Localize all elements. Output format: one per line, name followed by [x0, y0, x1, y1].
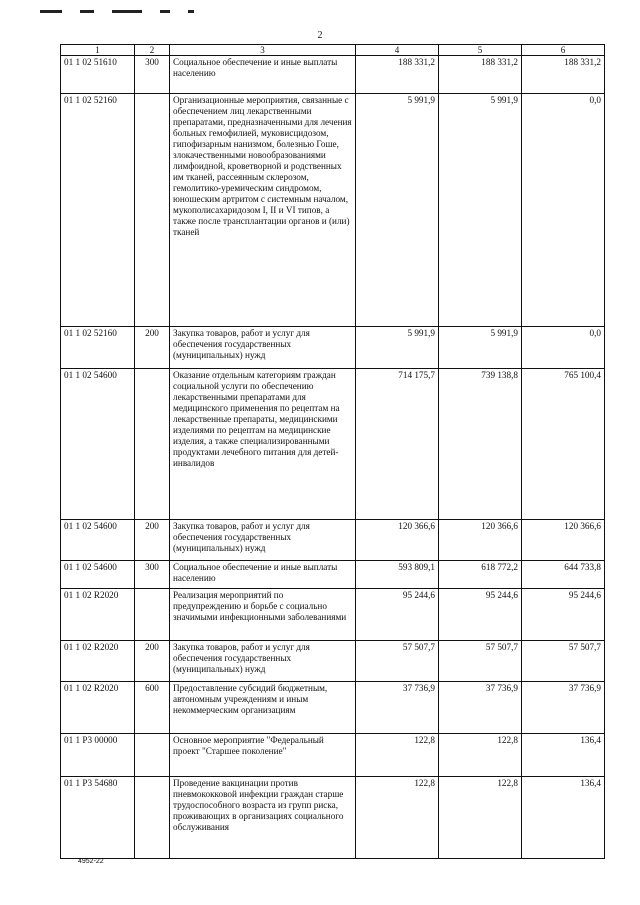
table-row	[61, 777, 605, 859]
row-name: Проведение вакцинации против пневмококковой инфекции граждан старше трудоспособного возраста из групп риска, проживающих в организациях социального обслуживания	[170, 777, 356, 859]
row-expense-type	[135, 369, 170, 520]
row-value-3: 37 736,9	[522, 682, 605, 734]
row-code: 01 1 02 51610	[61, 56, 135, 94]
row-code: 01 1 02 R2020	[61, 641, 135, 682]
row-name: Закупка товаров, работ и услуг для обеспечения государственных (муниципальных) нужд	[170, 520, 356, 561]
row-value-2: 5 991,9	[439, 327, 522, 369]
document-footer-code: 4952-22	[78, 858, 104, 865]
row-value-3: 0,0	[522, 94, 605, 327]
row-value-3: 136,4	[522, 777, 605, 859]
table-row	[61, 94, 605, 327]
row-code: 01 1 02 52160	[61, 94, 135, 327]
row-value-3: 765 100,4	[522, 369, 605, 520]
table-row	[61, 327, 605, 369]
row-value-2: 739 138,8	[439, 369, 522, 520]
row-value-2: 120 366,6	[439, 520, 522, 561]
row-value-1: 5 991,9	[356, 94, 439, 327]
row-value-3: 644 733,8	[522, 561, 605, 589]
row-code: 01 1 02 52160	[61, 327, 135, 369]
row-code: 01 1 02 54600	[61, 561, 135, 589]
row-value-3: 120 366,6	[522, 520, 605, 561]
row-value-3: 136,4	[522, 734, 605, 777]
row-name: Оказание отдельным категориям граждан социальной услуги по обеспечению лекарственными препаратами для медицинского применения по рецептам на лекарственные препараты, медицинскими изделиями по рецептам на медицинские изделия, а также специализированными продуктами лечебного питания для детей-инвалидов	[170, 369, 356, 520]
row-value-2: 122,8	[439, 777, 522, 859]
row-name: Социальное обеспечение и иные выплаты населению	[170, 561, 356, 589]
row-value-2: 122,8	[439, 734, 522, 777]
row-expense-type: 200	[135, 520, 170, 561]
row-value-1: 714 175,7	[356, 369, 439, 520]
row-value-1: 57 507,7	[356, 641, 439, 682]
row-value-2: 5 991,9	[439, 94, 522, 327]
row-name: Основное мероприятие "Федеральный проект "Старшее поколение"	[170, 734, 356, 777]
table-row	[61, 589, 605, 641]
row-value-1: 122,8	[356, 777, 439, 859]
row-value-3: 57 507,7	[522, 641, 605, 682]
row-value-3: 188 331,2	[522, 56, 605, 94]
table-row	[61, 561, 605, 589]
row-value-1: 5 991,9	[356, 327, 439, 369]
row-expense-type: 600	[135, 682, 170, 734]
row-value-1: 95 244,6	[356, 589, 439, 641]
header-col-2: 2	[135, 45, 170, 56]
row-expense-type	[135, 734, 170, 777]
row-value-2: 188 331,2	[439, 56, 522, 94]
header-col-6: 6	[522, 45, 605, 56]
row-code: 01 1 02 R2020	[61, 682, 135, 734]
header-col-3: 3	[170, 45, 356, 56]
table-row	[61, 369, 605, 520]
row-value-1: 188 331,2	[356, 56, 439, 94]
header-col-5: 5	[439, 45, 522, 56]
row-expense-type: 300	[135, 561, 170, 589]
row-code: 01 1 02 R2020	[61, 589, 135, 641]
row-value-2: 57 507,7	[439, 641, 522, 682]
header-col-1: 1	[61, 45, 135, 56]
row-name: Закупка товаров, работ и услуг для обеспечения государственных (муниципальных) нужд	[170, 327, 356, 369]
row-value-1: 122,8	[356, 734, 439, 777]
row-code: 01 1 P3 54680	[61, 777, 135, 859]
header-col-4: 4	[356, 45, 439, 56]
row-name: Организационные мероприятия, связанные с обеспечением лиц лекарственными препаратами, предназначенными для лечения больных гемофилией, муковисцидозом, гипофизарным нанизмом, болезнью Гоше, злокачественными новообразованиями лимфоидной, кроветворной и родственных им тканей, рассеянным склерозом, гемолитико-уремическим синдромом, юношеским артритом с системным началом, мукополисахаридозом I, II и VI типов, а также после трансплантации органов и (или) тканей	[170, 94, 356, 327]
row-name: Реализация мероприятий по предупреждению и борьбе с социально значимыми инфекционными заболеваниями	[170, 589, 356, 641]
table-row	[61, 56, 605, 94]
table-header-row	[61, 45, 605, 56]
row-code: 01 1 02 54600	[61, 369, 135, 520]
row-code: 01 1 P3 00000	[61, 734, 135, 777]
page-number: 2	[317, 30, 323, 41]
row-value-2: 37 736,9	[439, 682, 522, 734]
row-value-3: 95 244,6	[522, 589, 605, 641]
table-row	[61, 641, 605, 682]
row-expense-type: 200	[135, 327, 170, 369]
scan-artifact-marks	[40, 0, 212, 5]
row-name: Предоставление субсидий бюджетным, автономным учреждениям и иным некоммерческим организациям	[170, 682, 356, 734]
table-row	[61, 682, 605, 734]
row-value-2: 618 772,2	[439, 561, 522, 589]
row-value-1: 120 366,6	[356, 520, 439, 561]
row-value-2: 95 244,6	[439, 589, 522, 641]
row-expense-type	[135, 94, 170, 327]
row-expense-type	[135, 589, 170, 641]
row-expense-type: 300	[135, 56, 170, 94]
row-value-1: 593 809,1	[356, 561, 439, 589]
row-value-1: 37 736,9	[356, 682, 439, 734]
row-name: Закупка товаров, работ и услуг для обеспечения государственных (муниципальных) нужд	[170, 641, 356, 682]
budget-table	[60, 44, 605, 859]
table-row	[61, 734, 605, 777]
row-expense-type	[135, 777, 170, 859]
row-code: 01 1 02 54600	[61, 520, 135, 561]
table-row	[61, 520, 605, 561]
row-value-3: 0,0	[522, 327, 605, 369]
row-expense-type: 200	[135, 641, 170, 682]
row-name: Социальное обеспечение и иные выплаты населению	[170, 56, 356, 94]
